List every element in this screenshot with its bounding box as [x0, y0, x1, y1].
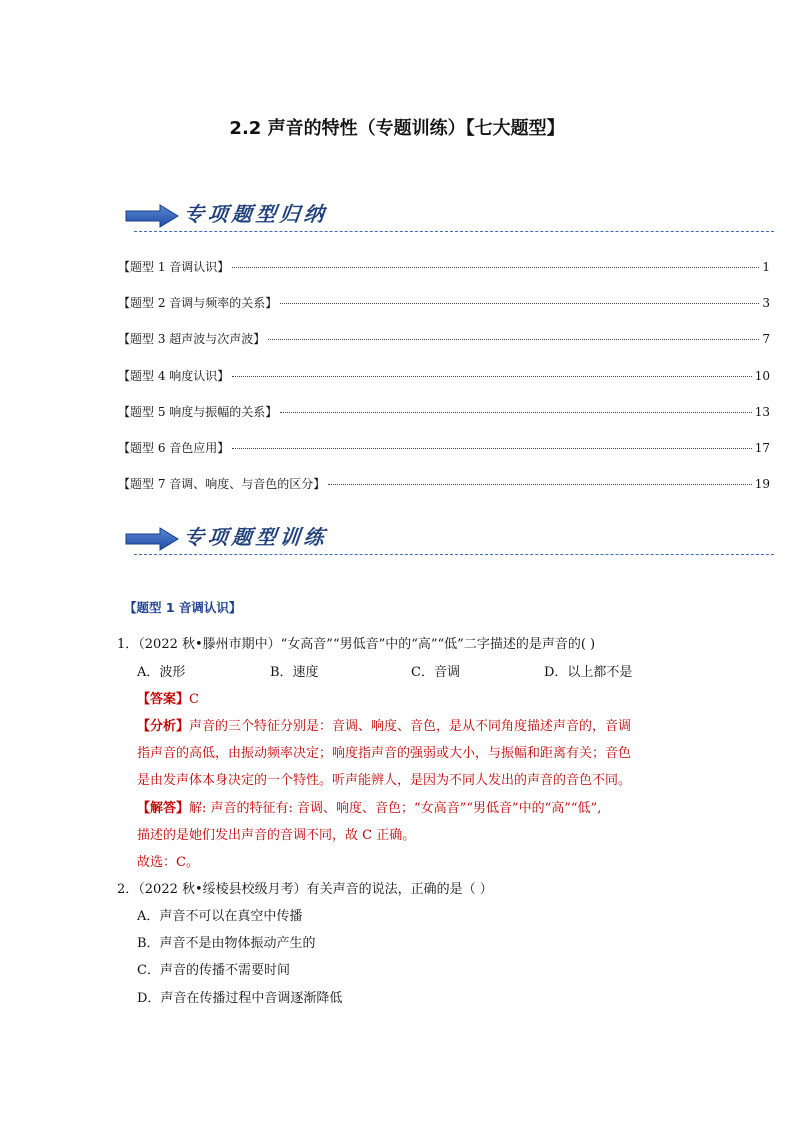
toc-item[interactable]: 【题型 5 响度与振幅的关系】 13 — [118, 404, 770, 419]
dashed-divider — [134, 231, 774, 232]
banner-title: 专项题型训练 — [182, 525, 330, 549]
option-d[interactable]: D．声音在传播过程中音调逐渐降低 — [137, 991, 343, 1006]
option-b[interactable]: B．声音不是由物体振动产生的 — [137, 936, 316, 951]
analysis-line: 是由发声体本身决定的一个特性。听声能辨人，是因为不同人发出的声音的音色不同。 — [137, 773, 632, 788]
banner-title: 专项题型归纳 — [182, 202, 330, 226]
option-a[interactable]: A．波形 — [137, 665, 186, 680]
toc-item[interactable]: 【题型 7 音调、响度、与音色的区分】 19 — [118, 477, 770, 492]
section-heading: 【题型 1 音调认识】 — [124, 600, 242, 615]
section-banner-summary — [124, 198, 774, 238]
arrow-right-icon — [124, 527, 180, 551]
toc-item[interactable]: 【题型 3 超声波与次声波】 7 — [118, 332, 770, 347]
toc-item[interactable]: 【题型 4 响度认识】 10 — [118, 368, 770, 383]
solution-line: 描述的是她们发出声音的音调不同，故 C 正确。 — [137, 828, 416, 843]
toc-item[interactable]: 【题型 6 音色应用】 17 — [118, 440, 770, 455]
table-of-contents — [118, 258, 770, 511]
option-c[interactable]: C．声音的传播不需要时间 — [137, 963, 290, 978]
analysis-line: 指声音的高低，由振动频率决定；响度指声音的强弱或大小，与振幅和距离有关；音色 — [137, 746, 632, 761]
solution-line: 【解答】解: 声音的特征有: 音调、响度、音色；“女高音”“男低音”中的“高”“低”, — [137, 801, 602, 816]
toc-item[interactable]: 【题型 1 音调认识】 1 — [118, 260, 770, 274]
answer-line: 【答案】C — [137, 692, 199, 707]
page-title: 2.2 声音的特性（专题训练）【七大题型】 — [229, 118, 565, 139]
question-options — [137, 659, 737, 686]
option-b[interactable]: B．速度 — [270, 665, 319, 680]
option-c[interactable]: C．音调 — [411, 665, 460, 680]
section-banner-training — [124, 521, 774, 561]
question-stem: 2．（2022 秋•绥棱县校级月考）有关声音的说法，正确的是（ ） — [117, 882, 493, 897]
arrow-right-icon — [124, 204, 180, 228]
analysis-line: 【分析】声音的三个特征分别是：音调、响度、音色，是从不同角度描述声音的，音调 — [137, 719, 632, 734]
question-stem: 1．（2022 秋•滕州市期中）“女高音”“男低音”中的“高”“低”二字描述的是声音的( ) — [117, 637, 596, 652]
option-d[interactable]: D．以上都不是 — [544, 665, 633, 680]
toc-item[interactable]: 【题型 2 音调与频率的关系】 3 — [118, 296, 770, 311]
dashed-divider — [134, 554, 774, 555]
option-a[interactable]: A．声音不可以在真空中传播 — [137, 909, 303, 924]
choice-line: 故选：C。 — [137, 855, 199, 870]
